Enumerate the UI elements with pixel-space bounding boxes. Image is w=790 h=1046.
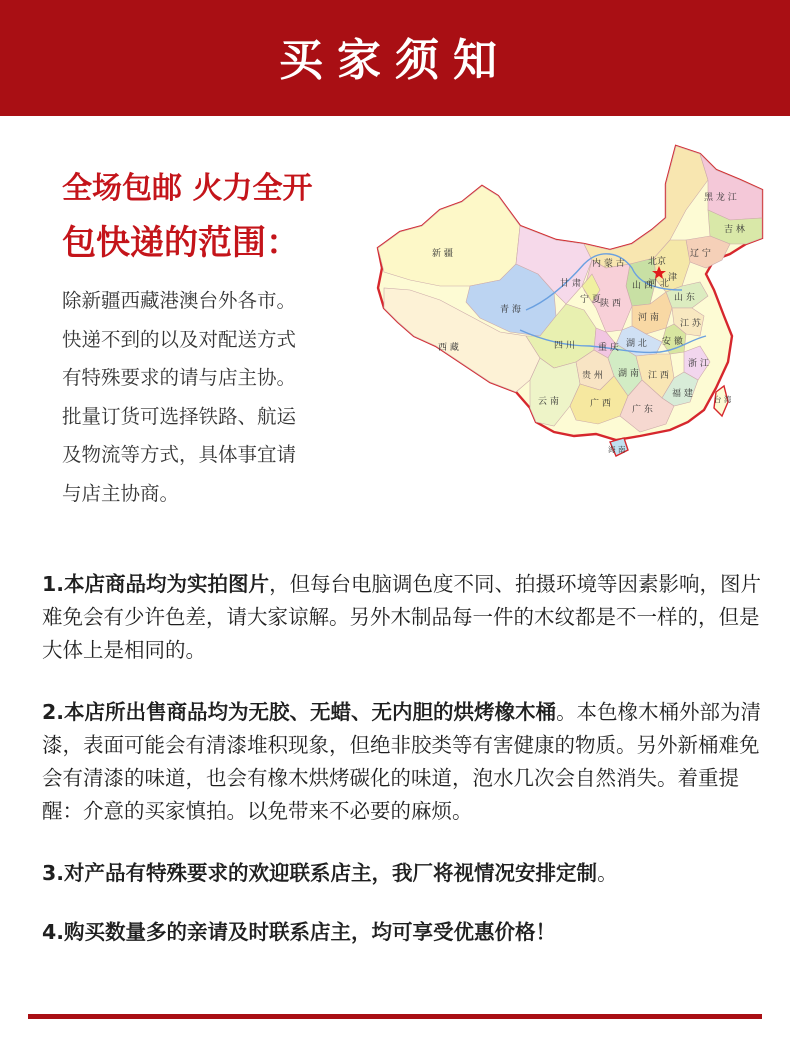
map-label-jiangxi: 江 西: [648, 371, 669, 381]
map-label-qinghai: 青 海: [500, 305, 521, 315]
notice-item: [42, 857, 762, 890]
description-line: 批量订货可选择铁路、航运: [62, 404, 297, 428]
map-label-shandong: 山 东: [674, 293, 695, 303]
notice-item-text: 。: [597, 861, 618, 885]
map-label-hubei: 湖 北: [626, 339, 647, 349]
map-label-yunnan: 云 南: [538, 397, 559, 407]
notice-item: [42, 568, 762, 667]
map-label-henan: 河 南: [638, 313, 659, 323]
notice-item-text: ，但每台电脑调色度不同、拍摄环境等因素影响，图片难免会有少许色差，请大家谅解。另外木制品每一件的木纹都是不一样的，但是大体上是相同的。: [42, 572, 762, 662]
map-label-hebei: 河 北: [648, 279, 669, 289]
notice-item-title: 3.对产品有特殊要求的欢迎联系店主，我厂将视情况安排定制: [42, 861, 598, 885]
delivery-description: [62, 282, 372, 513]
notice-item-title: 2.本店所出售商品均为无胶、无蜡、无内胆的烘烤橡木桶: [42, 700, 557, 724]
map-label-zhejiang: 浙 江: [688, 359, 709, 369]
map-label-chongqing: 重 庆: [598, 343, 619, 353]
notice-item-text: 。本色橡木桶外部为清漆，表面可能会有清漆堆积现象，但绝非胶类等有害健康的物质。另外新桶难免会有清漆的味道，也会有橡木烘烤碳化的味道，泡水几次会自然消失。着重提醒：介意的买家慎拍。以免带来不必要的麻烦。: [42, 700, 762, 823]
map-label-hainan: 海 南: [608, 445, 626, 454]
map-label-guangxi: 广 西: [590, 399, 611, 409]
map-label-shanxi: 山 西: [632, 281, 653, 291]
map-label-hunan: 湖 南: [618, 369, 639, 379]
map-label-neimenggu: 内 蒙 古: [592, 259, 625, 269]
map-label-xinjiang: 新 疆: [432, 249, 453, 259]
notice-item-title: 4.购买数量多的亲请及时联系店主，均可享受优惠价格！: [42, 920, 557, 944]
delivery-range-heading: 包快递的范围：: [62, 223, 300, 263]
map-label-gansu: 甘 肃: [560, 279, 581, 289]
map-label-liaoning: 辽 宁: [690, 249, 711, 259]
description-line: 除新疆西藏港澳台外各市。: [62, 289, 297, 312]
region-heilongjiang: [700, 154, 762, 220]
promo-block: [62, 162, 312, 270]
map-label-taiwan: 台 湾: [714, 395, 732, 404]
map-label-jiangsu: 江 苏: [680, 319, 701, 329]
description-line: 与店主协商。: [62, 481, 180, 505]
map-label-guizhou: 贵 州: [582, 371, 603, 381]
description-line: 有特殊要求的请与店主协。: [62, 366, 297, 389]
map-label-tianjin: 津: [668, 273, 678, 283]
china-map: [370, 140, 770, 485]
promo-headline: 全场包邮 火力全开: [62, 171, 313, 206]
map-label-beijing: 北京: [648, 257, 667, 267]
map-label-jilin: 吉 林: [724, 225, 745, 235]
map-label-fujian: 福 建: [672, 389, 693, 399]
notice-list: [42, 568, 762, 978]
description-line: 快递不到的以及对配送方式: [62, 327, 297, 351]
map-label-xizang: 西 藏: [438, 343, 459, 353]
map-label-anhui: 安 徽: [662, 337, 683, 347]
map-label-guangdong: 广 东: [632, 405, 653, 415]
bottom-divider: [28, 1014, 762, 1019]
description-line: 及物流等方式，具体事宜请: [62, 443, 297, 466]
map-label-sichuan: 四 川: [554, 341, 575, 351]
header-banner: [0, 0, 790, 116]
notice-item: [42, 696, 762, 828]
map-label-shaanxi: 陕 西: [600, 299, 621, 309]
notice-item: [42, 916, 762, 949]
map-label-heilongjiang: 黑 龙 江: [704, 193, 737, 203]
map-label-ningxia: 宁 夏: [580, 295, 601, 305]
notice-item-title: 1.本店商品均为实拍图片: [42, 572, 270, 596]
region-xinjiang: [378, 186, 520, 286]
page-title: 买家须知: [279, 35, 511, 86]
